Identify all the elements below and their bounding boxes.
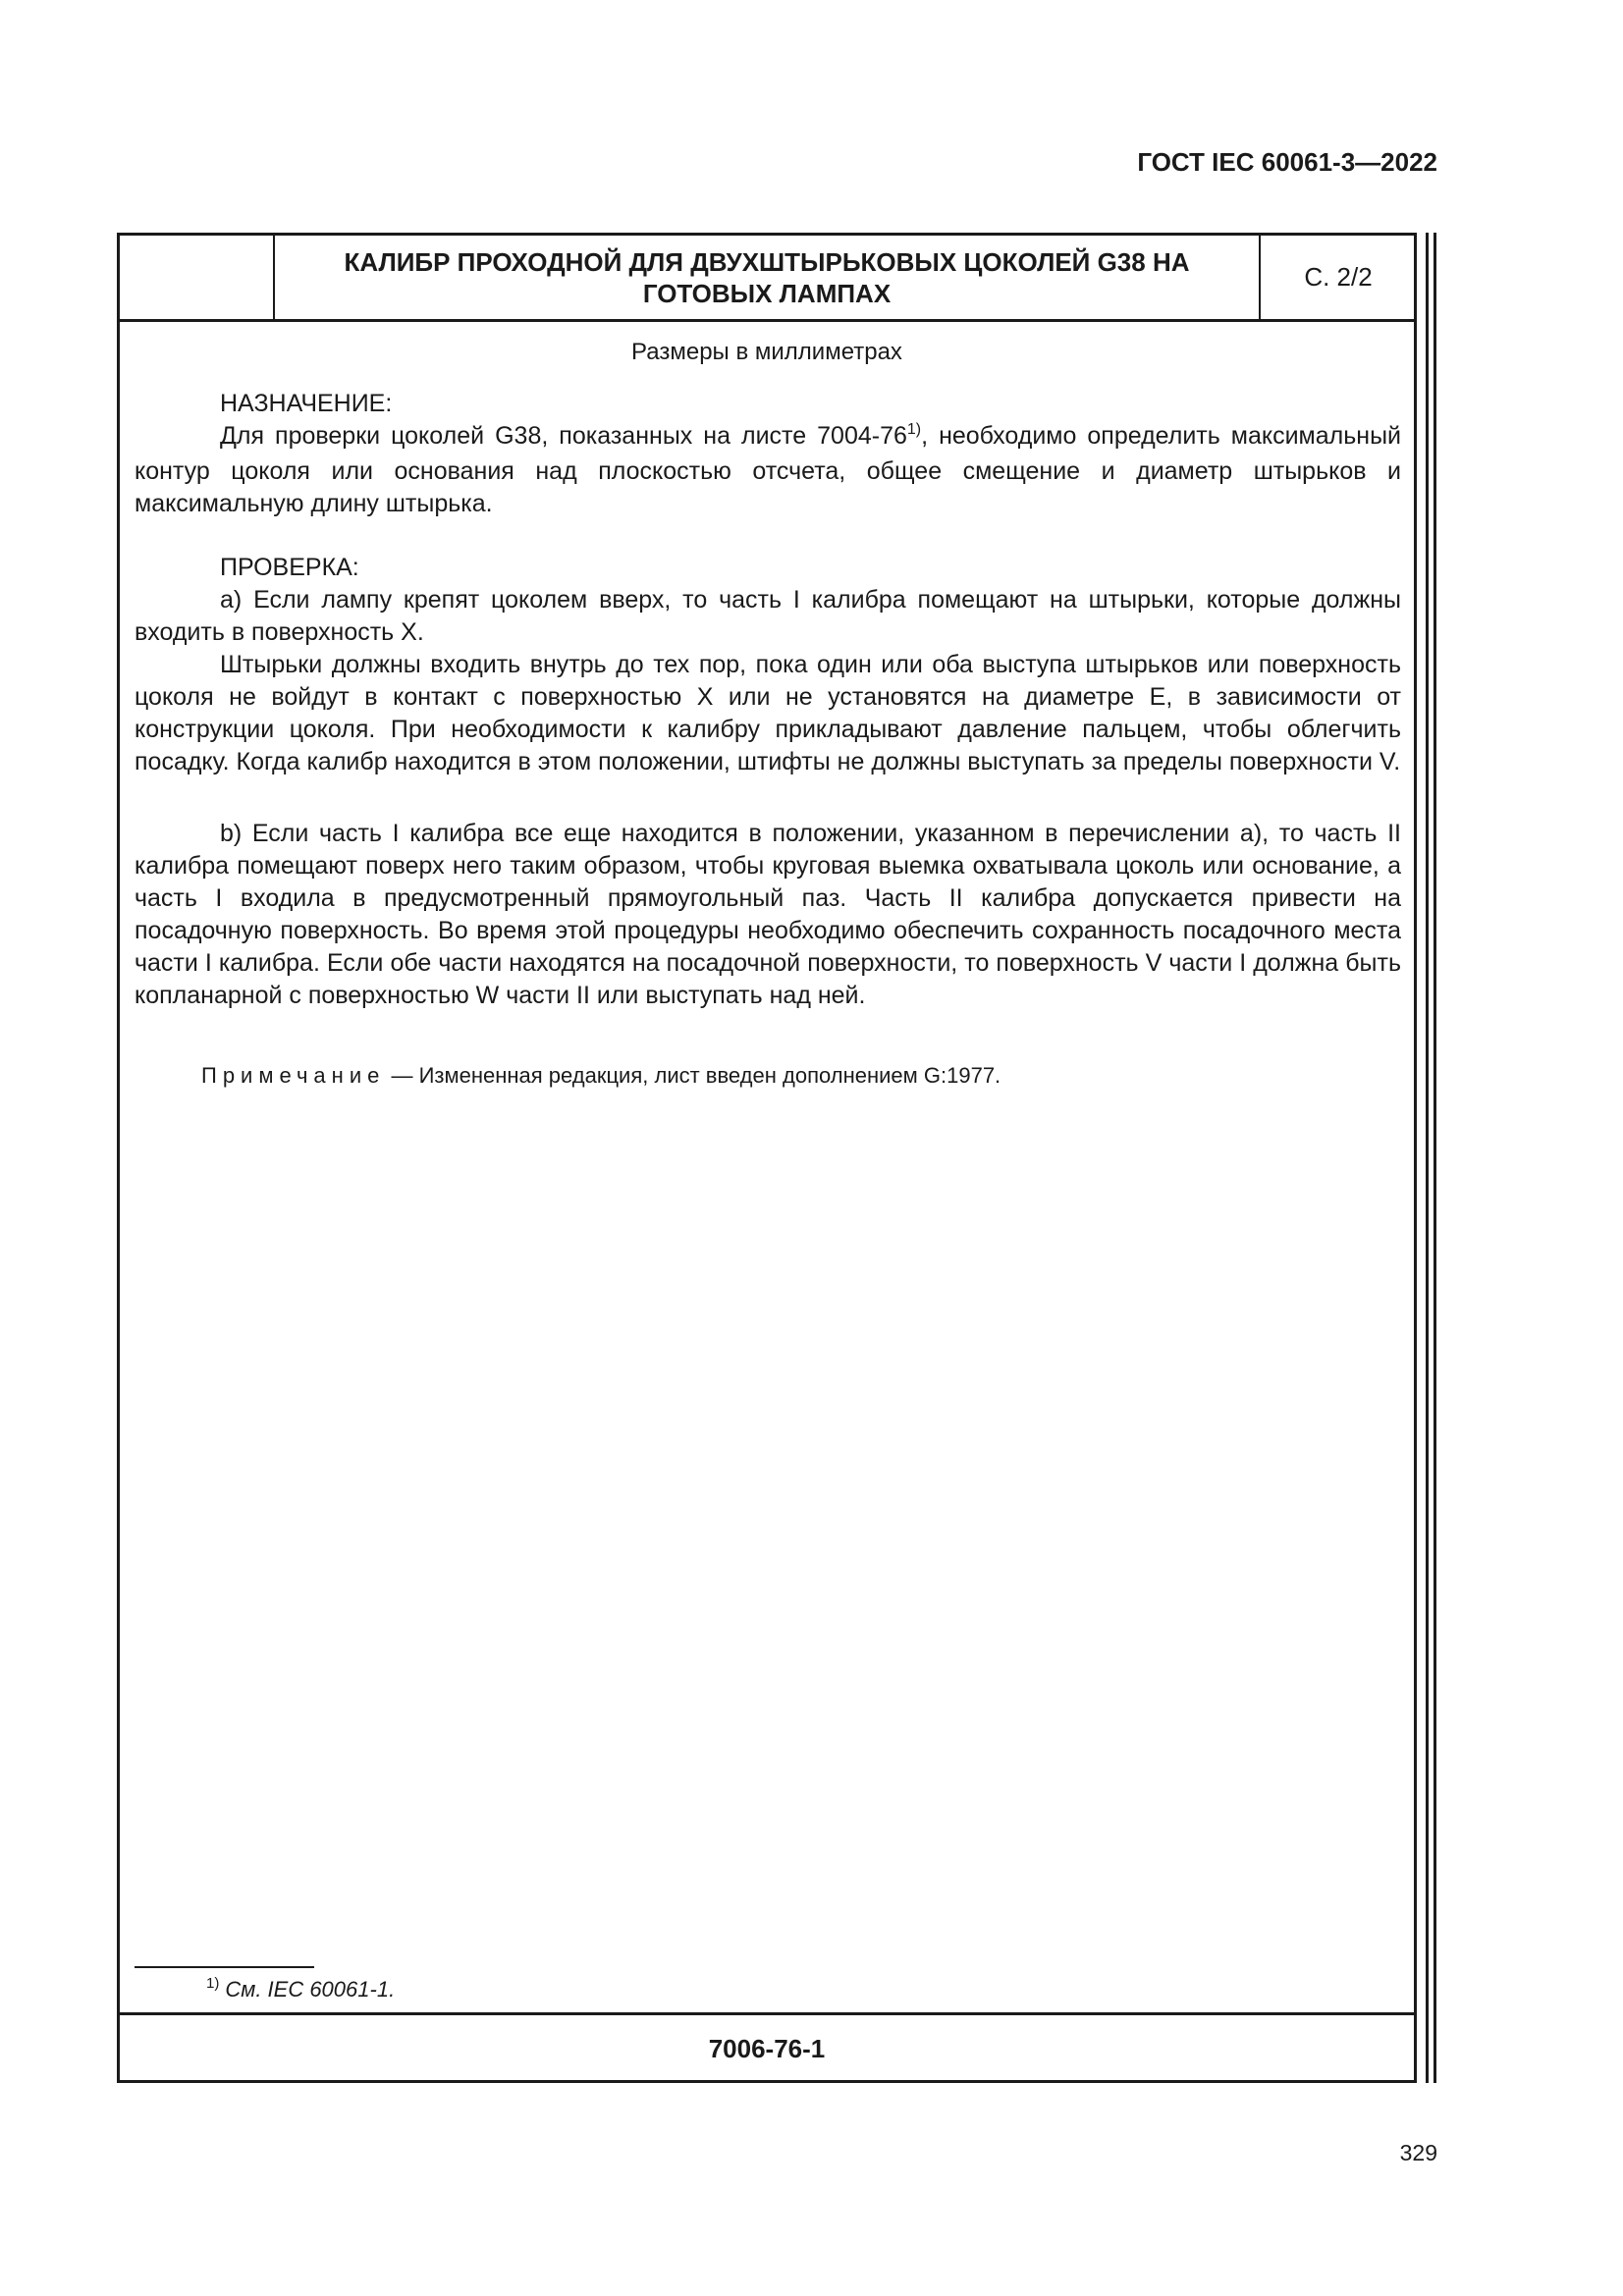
footnote-text: См. IEC 60061-1.	[225, 1977, 396, 2002]
units-caption: Размеры в миллиметрах	[631, 339, 902, 365]
check-section-b	[135, 818, 1401, 1012]
sheet-header	[120, 236, 1414, 322]
right-rule-2	[1434, 233, 1436, 2083]
check-section	[135, 552, 1401, 778]
note-label: Примечание	[201, 1063, 386, 1088]
check-paragraph-b: b) Если часть I калибра все еще находится в положении, указанном в перечислении а), то часть II калибра помещают поверх него таким образом, чтобы круговая выемка охватывала цоколь или основание, а часть I входила в предусмотренный прямоугольный паз. Часть II калибра допускается привести на посадочную поверхность. Во время этой процедуры необходимо обеспечить сохранность посадочного места части I калибра. Если обе части находятся на посадочной поверхности, то поверхность V части I должна быть копланарной с поверхностью W части II или выступать над ней.	[135, 820, 1401, 1009]
sheet-code-bar: 7006-76-1	[120, 2012, 1414, 2083]
purpose-text	[135, 420, 1401, 520]
sheet-frame	[117, 233, 1417, 2083]
purpose-text-end: , необходимо определить максимальный контур цоколя или основания над плоскостью отсчета, общее смещение и диаметр штырьков и максимальную длину штырька.	[135, 422, 1402, 517]
document-code: ГОСТ IEC 60061-3—2022	[1137, 147, 1437, 177]
page-number: 329	[1399, 2140, 1437, 2165]
sheet-title: КАЛИБР ПРОХОДНОЙ ДЛЯ ДВУХШТЫРЬКОВЫХ ЦОКОЛЕЙ G38 НА ГОТОВЫХ ЛАМПАХ	[275, 236, 1261, 319]
purpose-text-start: Для проверки цоколей G38, показанных на листе 7004-76	[220, 422, 907, 450]
note-text: — Измененная редакция, лист введен дополнением G:1977.	[385, 1063, 1001, 1088]
footnote-ref-mark: 1)	[906, 421, 922, 438]
check-paragraph-pins: Штырьки должны входить внутрь до тех пор, пока один или оба выступа штырьков или поверхность цоколя не войдут в контакт с поверхностью X или не установятся на диаметре E, в зависимости от конструкции цоколя. При необходимости к калибру прикладывают давление пальцем, чтобы облегчить посадку. Когда калибр находится в этом положении, штифты не должны выступать за пределы поверхности V.	[135, 651, 1401, 775]
purpose-section	[135, 388, 1401, 520]
footnote	[206, 1977, 395, 2002]
sheet-page-indicator: С. 2/2	[1304, 262, 1373, 292]
check-paragraph-a: а) Если лампу крепят цоколем вверх, то часть I калибра помещают на штырьки, которые должны входить в поверхность X.	[135, 586, 1401, 646]
note	[201, 1063, 1001, 1089]
header-blank-cell	[120, 236, 275, 319]
right-rule-1	[1426, 233, 1429, 2083]
purpose-heading: НАЗНАЧЕНИЕ:	[220, 390, 393, 417]
footnote-mark: 1)	[206, 1975, 220, 1992]
footnote-separator	[135, 1966, 314, 1968]
check-heading: ПРОВЕРКА:	[220, 554, 359, 581]
